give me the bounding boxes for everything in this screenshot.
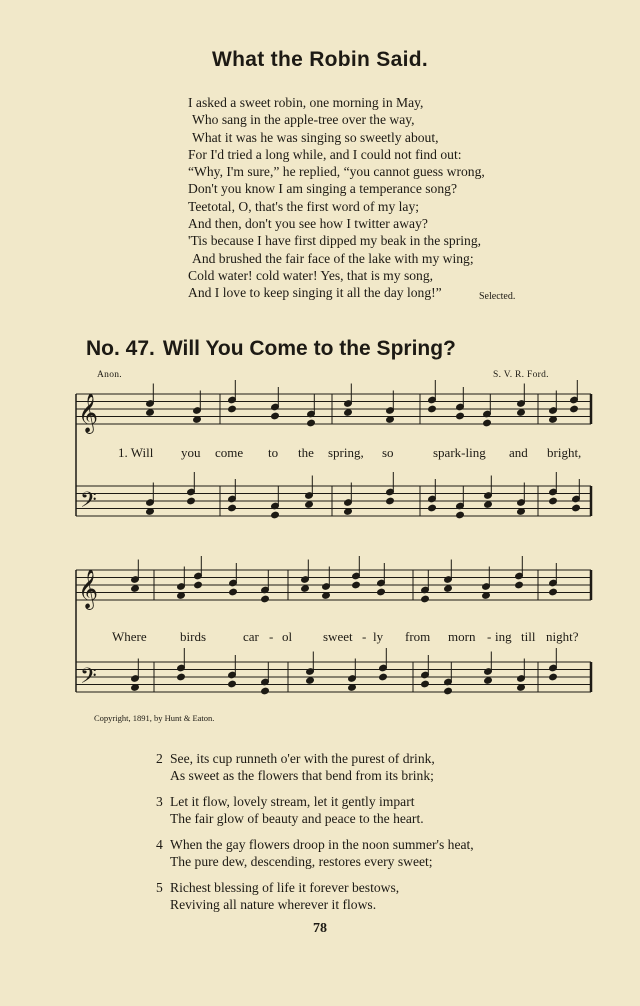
note-head	[305, 501, 314, 509]
note-head	[307, 419, 316, 427]
poem-line: What it was he was singing so sweetly about,	[192, 129, 439, 145]
note-head	[228, 680, 237, 688]
verse	[156, 793, 474, 827]
note-head	[306, 677, 315, 685]
verse-line: Let it flow, lovely stream, let it gently impart	[170, 794, 415, 809]
lyric-word: ol	[282, 629, 293, 644]
note-head	[484, 677, 493, 685]
note-head	[570, 405, 579, 413]
note-head	[484, 501, 493, 509]
note-head	[352, 581, 361, 589]
poem-line: Cold water! cold water! Yes, that is my song,	[188, 267, 434, 283]
note-head	[177, 673, 186, 681]
note-head	[549, 673, 558, 681]
note-head	[428, 504, 437, 512]
hymn-name: Will You Come to the Spring?	[162, 337, 456, 360]
poem-line: For I'd tried a long while, and I could not find out:	[188, 146, 462, 162]
note-head	[194, 581, 203, 589]
lyric-word: sweet	[323, 629, 353, 644]
lyric-word: Where	[112, 629, 147, 644]
poem-line: Who sang in the apple-tree over the way,	[192, 112, 415, 128]
lyric-word: ing	[495, 629, 512, 644]
note-head	[456, 412, 465, 420]
note-head	[261, 595, 270, 603]
note-head	[517, 409, 526, 417]
bass-clef: 𝄢	[80, 664, 97, 694]
bass-clef: 𝄢	[80, 488, 97, 518]
lyric-word: from	[405, 629, 431, 644]
note-head	[444, 585, 453, 593]
note-head	[301, 585, 310, 593]
poem-line: Don't you know I am singing a temperance song?	[188, 181, 457, 197]
verse-number: 5	[156, 880, 163, 895]
note-head	[483, 419, 492, 427]
poem-line: “Why, I'm sure,” he replied, “you cannot guess wrong,	[188, 164, 485, 180]
lyric-word: and	[509, 445, 528, 460]
note-head	[456, 511, 465, 519]
lyric-word: spark-ling	[433, 445, 486, 460]
treble-clef: 𝄞	[78, 393, 99, 433]
note-head	[187, 497, 196, 505]
note-head	[386, 497, 395, 505]
verse	[156, 836, 474, 870]
verse-line: The fair glow of beauty and peace to the heart.	[170, 811, 424, 826]
lyric-word: car	[243, 629, 259, 644]
author-right: S. V. R. Ford.	[493, 370, 549, 380]
note-head	[572, 504, 581, 512]
poem-line: I asked a sweet robin, one morning in May,	[188, 95, 424, 110]
note-head	[146, 409, 155, 417]
poem-title: What the Robin Said.	[212, 48, 428, 71]
note-head	[549, 497, 558, 505]
poem-credit: Selected.	[479, 291, 516, 302]
verse-line: See, its cup runneth o'er with the purest of drink,	[170, 751, 435, 766]
lyric-word: come	[215, 445, 244, 460]
verse	[156, 750, 474, 784]
lyric-word: 1. Will	[118, 445, 154, 460]
verse-line: Reviving all nature wherever it flows.	[170, 897, 377, 912]
lyric-word: -	[269, 629, 274, 644]
note-head	[377, 588, 386, 596]
author-left: Anon.	[97, 370, 122, 380]
additional-verses	[156, 750, 474, 922]
poem-line: 'Tis because I have first dipped my beak in the spring,	[188, 233, 482, 249]
verse-line: Richest blessing of life it forever bestows,	[170, 880, 400, 895]
lyric-word: night?	[546, 629, 579, 644]
verse-number: 3	[156, 794, 163, 809]
note-head	[228, 405, 237, 413]
note-head	[229, 588, 238, 596]
verse	[156, 879, 474, 913]
lyric-word: ly	[373, 629, 384, 644]
note-head	[549, 588, 558, 596]
note-head	[444, 687, 453, 695]
lyric-word: till	[521, 629, 536, 644]
verse-number: 2	[156, 751, 163, 766]
lyric-word: to	[268, 445, 279, 460]
lyric-word: -	[362, 629, 367, 644]
treble-clef: 𝄞	[78, 569, 99, 609]
note-head	[261, 687, 270, 695]
lyric-word: so	[382, 445, 394, 460]
note-head	[344, 409, 353, 417]
poem-line: And brushed the fair face of the lake with my wing;	[192, 250, 474, 266]
poem-line: Teetotal, O, that's the first word of my lay;	[188, 198, 420, 214]
lyric-word: morn	[448, 629, 476, 644]
verse-line: When the gay flowers droop in the noon summer's heat,	[170, 837, 474, 852]
lyric-word: bright,	[547, 445, 582, 460]
lyric-word: you	[181, 445, 201, 460]
note-head	[131, 585, 140, 593]
lyric-word: -	[487, 629, 492, 644]
note-head	[271, 511, 280, 519]
note-head	[228, 504, 237, 512]
note-head	[421, 680, 430, 688]
page-number: 78	[313, 921, 327, 936]
note-head	[515, 581, 524, 589]
note-head	[428, 405, 437, 413]
note-head	[379, 673, 388, 681]
poem-line: And then, don't you see how I twitter away?	[188, 216, 428, 232]
verse-number: 4	[156, 837, 163, 852]
lyric-word: birds	[180, 629, 206, 644]
lyric-word: spring,	[328, 445, 364, 460]
verse-line: As sweet as the flowers that bend from its brink;	[170, 768, 434, 783]
lyric-word: the	[298, 445, 314, 460]
hymn-number: No. 47.	[86, 337, 155, 360]
note-head	[421, 595, 430, 603]
note-head	[271, 412, 280, 420]
copyright-notice: Copyright, 1891, by Hunt & Eaton.	[94, 713, 215, 723]
verse-line: The pure dew, descending, restores every sweet;	[170, 854, 433, 869]
poem-line: And I love to keep singing it all the day long!”	[188, 285, 442, 301]
